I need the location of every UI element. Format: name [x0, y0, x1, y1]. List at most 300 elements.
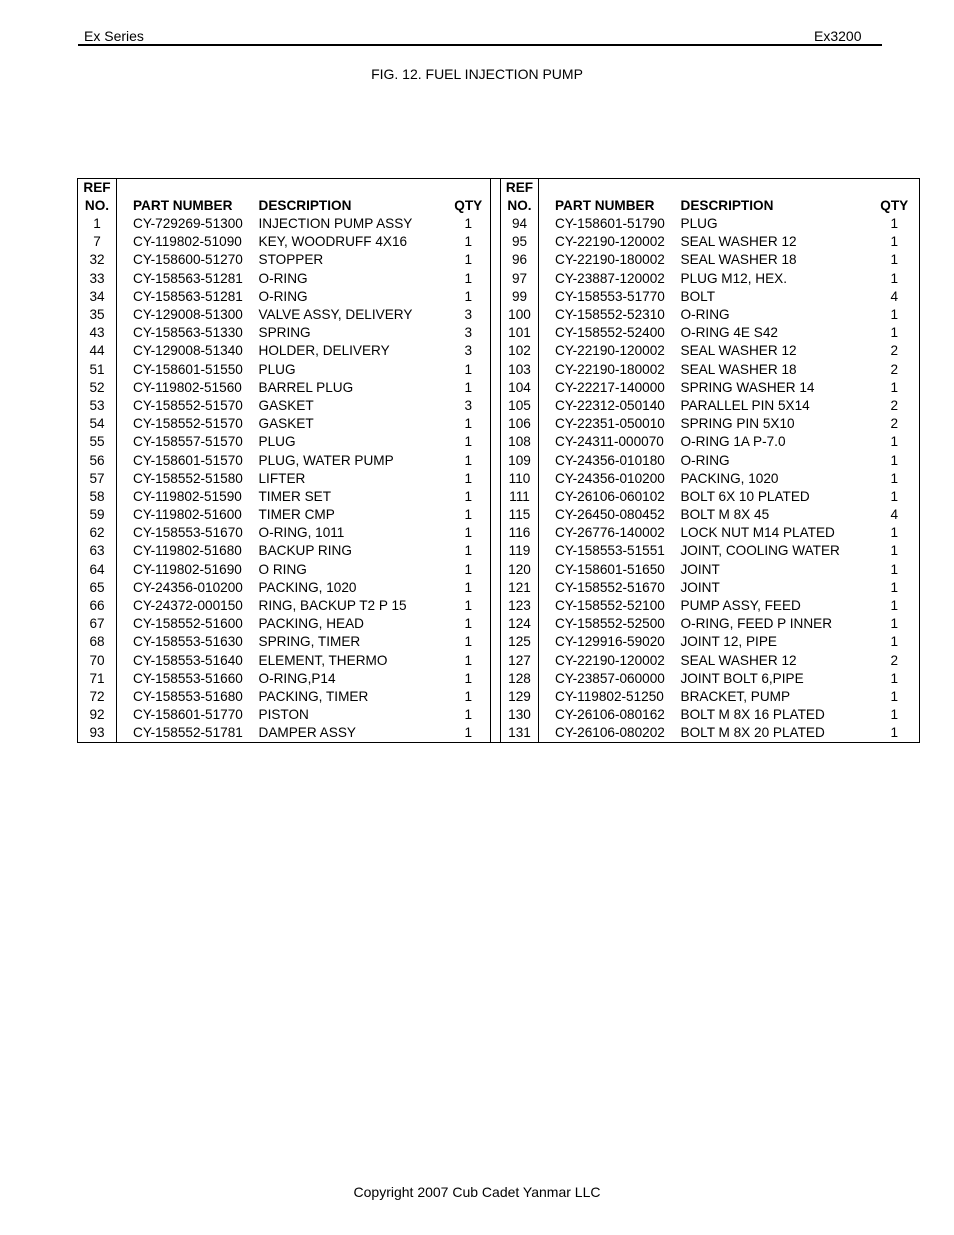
- right-ref-cell: 110: [501, 470, 539, 488]
- right-part-number-cell: CY-22190-120002: [555, 343, 665, 359]
- left-description-cell: O-RING: [258, 288, 308, 304]
- table-header-row: [78, 197, 920, 215]
- table-row: [78, 433, 920, 451]
- left-part-number-cell: CY-158552-51600: [133, 616, 243, 632]
- right-ref-cell: 116: [501, 524, 539, 542]
- right-description-cell: SEAL WASHER 12: [680, 652, 797, 668]
- left-ref-cell: 43: [78, 324, 117, 342]
- right-part-number-cell: CY-26776-140002: [555, 525, 665, 541]
- right-qty-cell: 2: [890, 343, 899, 359]
- column-divider: [491, 524, 501, 542]
- column-divider: [491, 306, 501, 324]
- right-description-cell: BOLT 6X 10 PLATED: [680, 488, 810, 504]
- right-part-number-cell: CY-158552-52100: [555, 598, 665, 614]
- left-description-cell: STOPPER: [258, 252, 324, 268]
- column-divider: [491, 451, 501, 469]
- column-divider: [491, 652, 501, 670]
- left-description-cell: SPRING: [258, 325, 311, 341]
- right-qty-cell: 1: [890, 634, 899, 650]
- right-ref-cell: 103: [501, 361, 539, 379]
- left-ref-cell: 92: [78, 706, 117, 724]
- left-ref-cell: 72: [78, 688, 117, 706]
- left-qty-cell: 1: [464, 234, 473, 250]
- column-divider: [491, 397, 501, 415]
- right-description-cell: O-RING, FEED P INNER: [680, 616, 833, 632]
- right-ref-cell: 106: [501, 415, 539, 433]
- left-description-cell: ELEMENT, THERMO: [258, 652, 388, 668]
- right-ref-cell: 111: [501, 488, 539, 506]
- right-qty-cell: 1: [890, 307, 899, 323]
- left-ref-cell: 44: [78, 342, 117, 360]
- left-part-number-cell: CY-119802-51560: [133, 379, 242, 395]
- right-ref-cell: 97: [501, 270, 539, 288]
- table-row: [78, 470, 920, 488]
- right-part-number-cell: CY-26106-080162: [555, 707, 665, 723]
- column-divider: [491, 379, 501, 397]
- left-ref-cell: 32: [78, 251, 117, 269]
- left-ref-cell: 63: [78, 542, 117, 560]
- right-description-cell: SEAL WASHER 18: [680, 361, 797, 377]
- table-row: [78, 361, 920, 379]
- left-description-cell: O-RING,P14: [258, 670, 336, 686]
- table-row: [78, 270, 920, 288]
- table-row: [78, 451, 920, 469]
- left-ref-cell: 57: [78, 470, 117, 488]
- left-part-number-cell: CY-119802-51680: [133, 543, 242, 559]
- left-qty-cell: 1: [464, 361, 473, 377]
- right-qty-cell: 1: [890, 379, 899, 395]
- table-row: [78, 652, 920, 670]
- right-part-number-cell: CY-22312-050140: [555, 397, 665, 413]
- column-divider: [491, 342, 501, 360]
- table-row: [78, 724, 920, 743]
- right-description-cell: BRACKET, PUMP: [680, 688, 791, 704]
- column-divider: [491, 361, 501, 379]
- right-description-cell: O-RING: [680, 307, 730, 323]
- left-ref-cell: 55: [78, 433, 117, 451]
- left-description-cell: HOLDER, DELIVERY: [258, 343, 390, 359]
- left-part-number-cell: CY-129008-51300: [133, 307, 243, 323]
- parts-table: [77, 178, 920, 743]
- column-divider: [491, 597, 501, 615]
- right-description-cell: SEAL WASHER 12: [680, 234, 797, 250]
- left-description-cell: O-RING: [258, 270, 308, 286]
- description-header-right: DESCRIPTION: [680, 198, 774, 213]
- left-qty-cell: 1: [464, 652, 473, 668]
- right-part-number-cell: CY-158552-52400: [555, 325, 665, 341]
- left-description-cell: PACKING, 1020: [258, 579, 357, 595]
- column-divider: [491, 488, 501, 506]
- left-qty-cell: 1: [464, 434, 473, 450]
- column-divider: [491, 324, 501, 342]
- right-ref-cell: 102: [501, 342, 539, 360]
- column-divider: [491, 633, 501, 651]
- left-qty-cell: 1: [464, 725, 473, 741]
- right-part-number-cell: CY-158552-51670: [555, 579, 665, 595]
- right-ref-cell: 99: [501, 288, 539, 306]
- right-qty-cell: 4: [890, 507, 899, 523]
- left-qty-cell: 1: [464, 525, 473, 541]
- left-qty-cell: 1: [464, 288, 473, 304]
- left-qty-cell: 1: [464, 688, 473, 704]
- left-part-number-cell: CY-129008-51340: [133, 343, 243, 359]
- right-qty-cell: 1: [890, 525, 899, 541]
- right-description-cell: JOINT 12, PIPE: [680, 634, 777, 650]
- left-qty-cell: 1: [464, 670, 473, 686]
- left-ref-cell: 66: [78, 597, 117, 615]
- table-row: [78, 579, 920, 597]
- left-part-number-cell: CY-158552-51570: [133, 397, 243, 413]
- right-description-cell: BOLT M 8X 45: [680, 507, 770, 523]
- right-description-cell: LOCK NUT M14 PLATED: [680, 525, 835, 541]
- left-description-cell: O-RING, 1011: [258, 525, 345, 541]
- left-description-cell: LIFTER: [258, 470, 306, 486]
- left-part-number-cell: CY-729269-51300: [133, 216, 243, 232]
- left-ref-cell: 34: [78, 288, 117, 306]
- column-divider: [491, 215, 501, 233]
- left-part-number-cell: CY-119802-51590: [133, 488, 242, 504]
- right-description-cell: SPRING WASHER 14: [680, 379, 815, 395]
- left-ref-cell: 68: [78, 633, 117, 651]
- right-description-cell: SPRING PIN 5X10: [680, 416, 795, 432]
- left-ref-cell: 56: [78, 451, 117, 469]
- table-header-row-top: [78, 179, 920, 198]
- table-row: [78, 633, 920, 651]
- right-description-cell: O-RING 1A P-7.0: [680, 434, 786, 450]
- column-divider: [491, 561, 501, 579]
- right-qty-cell: 2: [890, 361, 899, 377]
- table-row: [78, 415, 920, 433]
- left-part-number-cell: CY-158553-51640: [133, 652, 243, 668]
- left-qty-cell: 1: [464, 488, 473, 504]
- right-qty-cell: 1: [890, 579, 899, 595]
- left-ref-cell: 35: [78, 306, 117, 324]
- left-qty-cell: 1: [464, 416, 473, 432]
- table-row: [78, 215, 920, 233]
- right-description-cell: O-RING 4E S42: [680, 325, 778, 341]
- right-ref-cell: 129: [501, 688, 539, 706]
- right-ref-cell: 130: [501, 706, 539, 724]
- right-part-number-cell: CY-26450-080452: [555, 507, 665, 523]
- series-label: Ex Series: [84, 28, 144, 44]
- right-qty-cell: 1: [890, 452, 899, 468]
- qty-header-right: QTY: [880, 198, 909, 213]
- left-part-number-cell: CY-158600-51270: [133, 252, 243, 268]
- left-ref-cell: 7: [78, 233, 117, 251]
- left-part-number-cell: CY-158557-51570: [133, 434, 243, 450]
- column-divider: [491, 288, 501, 306]
- column-divider: [491, 470, 501, 488]
- left-ref-cell: 59: [78, 506, 117, 524]
- ref-no-header-right: NO.: [501, 197, 539, 215]
- right-part-number-cell: CY-158601-51790: [555, 216, 665, 232]
- left-ref-cell: 93: [78, 724, 117, 743]
- description-header-left: DESCRIPTION: [258, 198, 352, 213]
- right-part-number-cell: CY-24356-010200: [555, 470, 665, 486]
- left-part-number-cell: CY-158553-51630: [133, 634, 243, 650]
- left-ref-cell: 65: [78, 579, 117, 597]
- right-ref-cell: 123: [501, 597, 539, 615]
- right-qty-cell: 2: [890, 652, 899, 668]
- column-divider: [491, 415, 501, 433]
- right-description-cell: PLUG: [680, 216, 718, 232]
- right-part-number-cell: CY-22190-180002: [555, 361, 665, 377]
- left-description-cell: SPRING, TIMER: [258, 634, 361, 650]
- table-row: [78, 397, 920, 415]
- left-part-number-cell: CY-158563-51281: [133, 288, 243, 304]
- table-row: [78, 306, 920, 324]
- right-description-cell: SEAL WASHER 12: [680, 343, 797, 359]
- left-ref-cell: 58: [78, 488, 117, 506]
- left-qty-cell: 3: [464, 397, 473, 413]
- right-part-number-cell: CY-22190-120002: [555, 652, 665, 668]
- column-divider: [491, 506, 501, 524]
- left-part-number-cell: CY-158552-51580: [133, 470, 243, 486]
- left-ref-cell: 33: [78, 270, 117, 288]
- left-part-number-cell: CY-24356-010200: [133, 579, 243, 595]
- right-description-cell: PUMP ASSY, FEED: [680, 598, 801, 614]
- table-row: [78, 251, 920, 269]
- left-part-number-cell: CY-119802-51090: [133, 234, 242, 250]
- header-rule: [78, 44, 882, 46]
- right-ref-cell: 105: [501, 397, 539, 415]
- right-part-number-cell: CY-158552-52500: [555, 616, 665, 632]
- left-qty-cell: 3: [464, 343, 473, 359]
- right-part-number-cell: CY-26106-080202: [555, 725, 665, 741]
- right-part-number-cell: CY-23887-120002: [555, 270, 665, 286]
- right-qty-cell: 2: [890, 397, 899, 413]
- column-divider: [491, 579, 501, 597]
- copyright-footer: Copyright 2007 Cub Cadet Yanmar LLC: [353, 1184, 601, 1200]
- right-part-number-cell: CY-129916-59020: [555, 634, 665, 650]
- left-part-number-cell: CY-158601-51550: [133, 361, 243, 377]
- left-ref-cell: 1: [78, 215, 117, 233]
- left-qty-cell: 1: [464, 452, 473, 468]
- right-qty-cell: 1: [890, 670, 899, 686]
- left-part-number-cell: CY-158563-51281: [133, 270, 243, 286]
- model-label: Ex3200: [814, 28, 862, 44]
- right-qty-cell: 1: [890, 598, 899, 614]
- left-ref-cell: 67: [78, 615, 117, 633]
- left-description-cell: TIMER SET: [258, 488, 332, 504]
- right-part-number-cell: CY-23857-060000: [555, 670, 665, 686]
- left-description-cell: PLUG: [258, 434, 296, 450]
- left-part-number-cell: CY-158563-51330: [133, 325, 243, 341]
- table-row: [78, 488, 920, 506]
- left-part-number-cell: CY-158552-51781: [133, 725, 243, 741]
- right-part-number-cell: CY-158552-52310: [555, 307, 665, 323]
- right-qty-cell: 1: [890, 216, 899, 232]
- right-part-number-cell: CY-158553-51770: [555, 288, 665, 304]
- part-number-header-right: PART NUMBER: [555, 198, 655, 213]
- table-row: [78, 379, 920, 397]
- right-qty-cell: 2: [890, 416, 899, 432]
- left-ref-cell: 71: [78, 670, 117, 688]
- left-qty-cell: 1: [464, 470, 473, 486]
- right-qty-cell: 1: [890, 616, 899, 632]
- left-part-number-cell: CY-158601-51570: [133, 452, 243, 468]
- left-description-cell: BARREL PLUG: [258, 379, 354, 395]
- right-ref-cell: 125: [501, 633, 539, 651]
- left-description-cell: TIMER CMP: [258, 507, 335, 523]
- right-part-number-cell: CY-24311-000070: [555, 434, 664, 450]
- column-divider: [491, 433, 501, 451]
- parts-list: [77, 178, 919, 743]
- right-qty-cell: 1: [890, 234, 899, 250]
- left-description-cell: INJECTION PUMP ASSY: [258, 216, 413, 232]
- column-divider: [491, 724, 501, 743]
- left-qty-cell: 1: [464, 561, 473, 577]
- left-description-cell: DAMPER ASSY: [258, 725, 356, 741]
- right-ref-cell: 119: [501, 542, 539, 560]
- column-divider: [491, 270, 501, 288]
- right-qty-cell: 1: [890, 688, 899, 704]
- right-description-cell: BOLT M 8X 16 PLATED: [680, 707, 825, 723]
- column-divider: [491, 542, 501, 560]
- left-ref-cell: 51: [78, 361, 117, 379]
- parts-table-body: [78, 215, 920, 743]
- right-qty-cell: 1: [890, 707, 899, 723]
- left-ref-cell: 52: [78, 379, 117, 397]
- left-qty-cell: 1: [464, 598, 473, 614]
- right-description-cell: PACKING, 1020: [680, 470, 779, 486]
- right-ref-cell: 100: [501, 306, 539, 324]
- left-qty-cell: 1: [464, 507, 473, 523]
- right-qty-cell: 1: [890, 252, 899, 268]
- left-description-cell: PISTON: [258, 707, 309, 723]
- left-part-number-cell: CY-158553-51680: [133, 688, 243, 704]
- left-qty-cell: 1: [464, 252, 473, 268]
- right-description-cell: JOINT BOLT 6,PIPE: [680, 670, 804, 686]
- left-description-cell: PLUG: [258, 361, 296, 377]
- left-qty-cell: 1: [464, 543, 473, 559]
- right-description-cell: BOLT M 8X 20 PLATED: [680, 725, 825, 741]
- right-ref-cell: 95: [501, 233, 539, 251]
- left-part-number-cell: CY-158553-51660: [133, 670, 243, 686]
- right-part-number-cell: CY-26106-060102: [555, 488, 665, 504]
- table-row: [78, 542, 920, 560]
- right-qty-cell: 1: [890, 725, 899, 741]
- left-qty-cell: 1: [464, 707, 473, 723]
- right-qty-cell: 1: [890, 488, 899, 504]
- table-row: [78, 688, 920, 706]
- table-row: [78, 597, 920, 615]
- right-ref-cell: 124: [501, 615, 539, 633]
- right-description-cell: JOINT: [680, 579, 720, 595]
- ref-no-header-left: NO.: [78, 197, 117, 215]
- figure-title: FIG. 12. FUEL INJECTION PUMP: [371, 66, 583, 82]
- table-row: [78, 324, 920, 342]
- left-part-number-cell: CY-158552-51570: [133, 416, 243, 432]
- left-qty-cell: 1: [464, 216, 473, 232]
- column-divider: [491, 706, 501, 724]
- right-part-number-cell: CY-158553-51551: [555, 543, 665, 559]
- table-row: [78, 615, 920, 633]
- table-row: [78, 706, 920, 724]
- ref-header-left: REF: [78, 179, 117, 198]
- right-description-cell: O-RING: [680, 452, 730, 468]
- right-ref-cell: 108: [501, 433, 539, 451]
- left-description-cell: PACKING, HEAD: [258, 616, 364, 632]
- right-qty-cell: 4: [890, 288, 899, 304]
- left-part-number-cell: CY-119802-51690: [133, 561, 242, 577]
- right-ref-cell: 94: [501, 215, 539, 233]
- right-part-number-cell: CY-22190-180002: [555, 252, 665, 268]
- left-description-cell: GASKET: [258, 416, 314, 432]
- column-divider: [491, 251, 501, 269]
- right-qty-cell: 1: [890, 270, 899, 286]
- right-ref-cell: 109: [501, 451, 539, 469]
- right-description-cell: JOINT, COOLING WATER: [680, 543, 840, 559]
- right-part-number-cell: CY-119802-51250: [555, 688, 664, 704]
- table-row: [78, 561, 920, 579]
- right-description-cell: PLUG M12, HEX.: [680, 270, 788, 286]
- left-part-number-cell: CY-119802-51600: [133, 507, 242, 523]
- right-ref-cell: 127: [501, 652, 539, 670]
- right-qty-cell: 1: [890, 470, 899, 486]
- table-row: [78, 524, 920, 542]
- right-qty-cell: 1: [890, 543, 899, 559]
- right-ref-cell: 120: [501, 561, 539, 579]
- right-ref-cell: 121: [501, 579, 539, 597]
- column-divider: [491, 688, 501, 706]
- left-ref-cell: 64: [78, 561, 117, 579]
- table-row: [78, 670, 920, 688]
- column-divider: [491, 670, 501, 688]
- left-description-cell: VALVE ASSY, DELIVERY: [258, 307, 413, 323]
- left-qty-cell: 3: [464, 325, 473, 341]
- left-qty-cell: 1: [464, 579, 473, 595]
- left-ref-cell: 53: [78, 397, 117, 415]
- right-ref-cell: 96: [501, 251, 539, 269]
- left-ref-cell: 62: [78, 524, 117, 542]
- left-qty-cell: 1: [464, 634, 473, 650]
- left-qty-cell: 1: [464, 616, 473, 632]
- left-description-cell: KEY, WOODRUFF 4X16: [258, 234, 408, 250]
- right-ref-cell: 101: [501, 324, 539, 342]
- left-qty-cell: 3: [464, 307, 473, 323]
- right-qty-cell: 1: [890, 434, 899, 450]
- right-part-number-cell: CY-22190-120002: [555, 234, 665, 250]
- right-part-number-cell: CY-22217-140000: [555, 379, 665, 395]
- right-qty-cell: 1: [890, 325, 899, 341]
- right-ref-cell: 104: [501, 379, 539, 397]
- left-part-number-cell: CY-24372-000150: [133, 598, 243, 614]
- left-part-number-cell: CY-158553-51670: [133, 525, 243, 541]
- right-description-cell: JOINT: [680, 561, 720, 577]
- right-part-number-cell: CY-158601-51650: [555, 561, 665, 577]
- table-row: [78, 506, 920, 524]
- left-description-cell: O RING: [258, 561, 307, 577]
- column-divider: [491, 615, 501, 633]
- right-description-cell: SEAL WASHER 18: [680, 252, 797, 268]
- right-description-cell: PARALLEL PIN 5X14: [680, 397, 810, 413]
- left-description-cell: RING, BACKUP T2 P 15: [258, 598, 407, 614]
- left-ref-cell: 54: [78, 415, 117, 433]
- table-row: [78, 233, 920, 251]
- right-part-number-cell: CY-22351-050010: [555, 416, 665, 432]
- qty-header-left: QTY: [454, 198, 483, 213]
- left-part-number-cell: CY-158601-51770: [133, 707, 243, 723]
- left-description-cell: BACKUP RING: [258, 543, 352, 559]
- right-ref-cell: 115: [501, 506, 539, 524]
- part-number-header-left: PART NUMBER: [133, 198, 233, 213]
- table-row: [78, 342, 920, 360]
- left-ref-cell: 70: [78, 652, 117, 670]
- right-ref-cell: 128: [501, 670, 539, 688]
- left-description-cell: PACKING, TIMER: [258, 688, 369, 704]
- left-description-cell: GASKET: [258, 397, 314, 413]
